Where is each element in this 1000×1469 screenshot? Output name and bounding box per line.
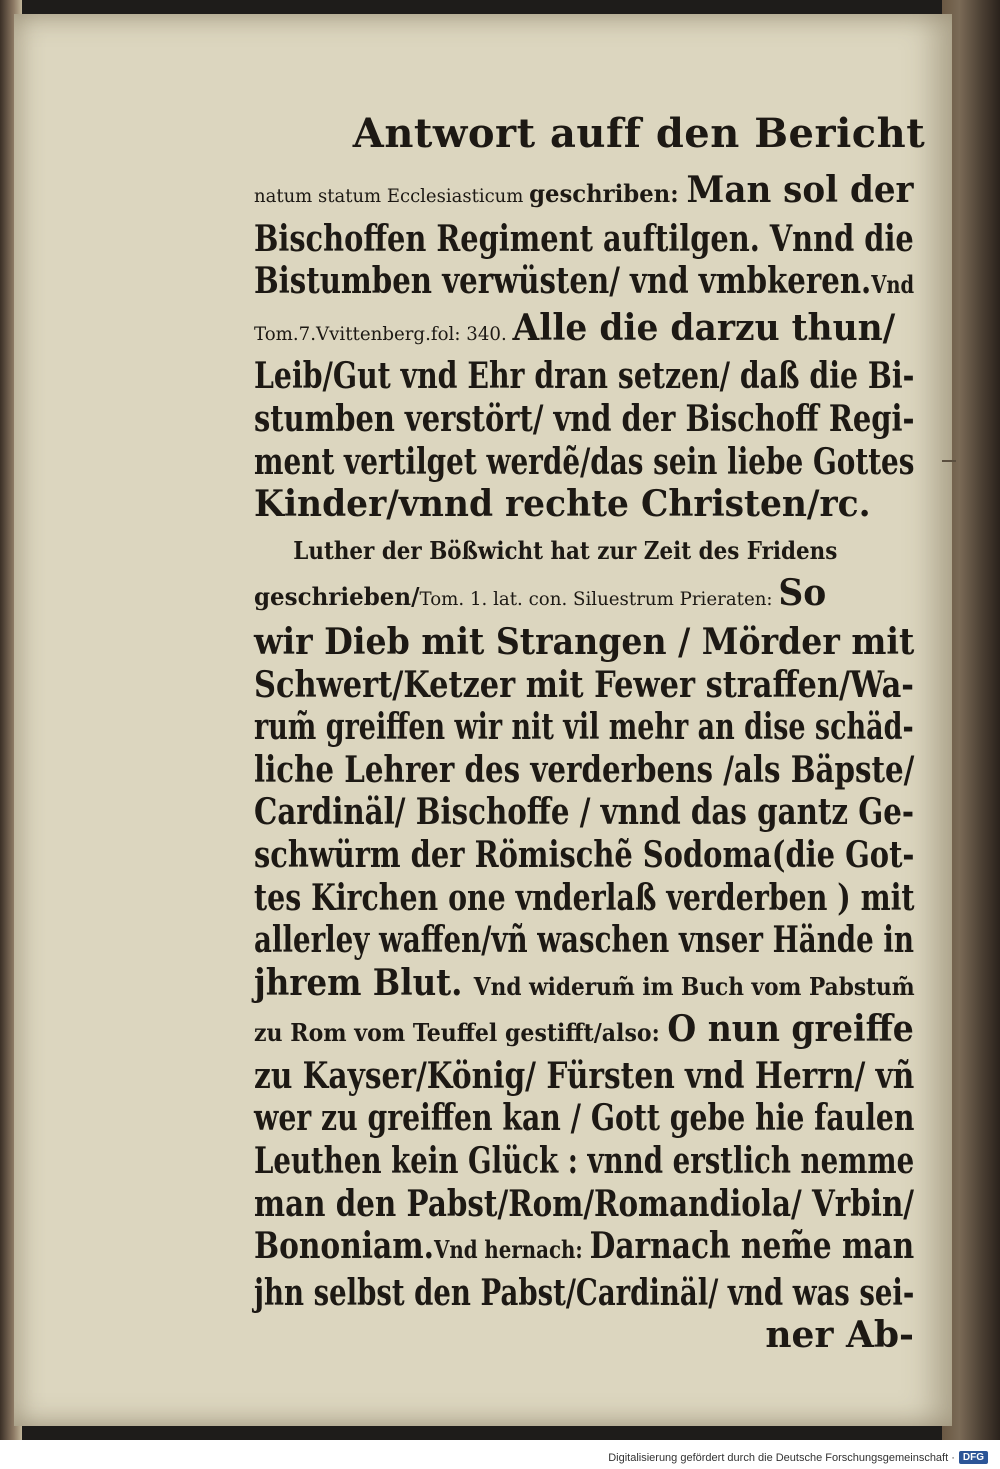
dfg-logo: DFG bbox=[959, 1451, 988, 1464]
text-line bbox=[254, 833, 915, 877]
text-body bbox=[254, 169, 944, 1357]
text-line bbox=[254, 1140, 915, 1183]
text-segment: wir Dieb mit Strangen / Mörder mit bbox=[254, 620, 915, 663]
text-segment: Man sol der bbox=[686, 169, 914, 211]
text-segment: ner Ab- bbox=[765, 1314, 914, 1357]
text-segment: Tom.7.Vvittenberg.fol: 340. bbox=[254, 322, 513, 345]
text-segment: geschriben: bbox=[529, 179, 687, 208]
text-line bbox=[254, 307, 914, 356]
text-segment: rum̃ greiffen wir nit vil mehr an dise schäd- bbox=[254, 706, 914, 749]
margin-mark bbox=[942, 460, 956, 462]
text-segment: jhrem Blut. bbox=[254, 961, 474, 1004]
footer-text: Digitalisierung gefördert durch die Deutsche Forschungsgemeinschaft · bbox=[608, 1451, 955, 1464]
text-line bbox=[254, 1008, 914, 1055]
text-line bbox=[254, 440, 915, 484]
text-segment: zu Rom vom Teuffel gestifft/also: bbox=[254, 1018, 668, 1048]
text-segment: tes Kirchen one vnderlaß verderben ) mit bbox=[254, 876, 915, 919]
text-line bbox=[254, 169, 914, 218]
text-line bbox=[254, 706, 914, 749]
text-segment: jhn selbst den Pabst/Cardinäl/ vnd was sei- bbox=[254, 1271, 915, 1314]
text-line bbox=[254, 483, 914, 526]
text-segment: Tom. 1. lat. con. Siluestrum Prieraten: bbox=[419, 588, 779, 611]
text-segment: Cardinäl/ Bischoffe / vnnd das gantz Ge- bbox=[254, 791, 915, 834]
text-line bbox=[254, 1097, 915, 1140]
text-segment: Bistumben verwüsten/ vnd vmbkeren. bbox=[254, 260, 872, 303]
text-line bbox=[254, 1225, 915, 1272]
text-line bbox=[254, 620, 915, 664]
text-segment: Kinder/vnnd rechte Christen/rc. bbox=[254, 483, 871, 526]
running-header: Antwort auff den Bericht bbox=[352, 110, 926, 157]
text-line bbox=[254, 1182, 915, 1226]
text-segment: So bbox=[778, 572, 827, 615]
text-segment: schwürm der Römischẽ Sodoma(die Got- bbox=[254, 833, 915, 876]
text-segment: Vnd widerum̃ im Buch vom Pabstum̃ bbox=[473, 971, 915, 1001]
text-line bbox=[254, 260, 915, 307]
text-segment: Darnach nem̃e man bbox=[589, 1225, 915, 1268]
text-segment: Leuthen kein Glück : vnnd erstlich nemme bbox=[254, 1140, 915, 1183]
text-line bbox=[254, 1271, 915, 1315]
text-line bbox=[254, 961, 915, 1009]
text-line bbox=[254, 397, 915, 441]
text-segment: liche Lehrer des verderbens /als Bäpste/ bbox=[254, 748, 915, 791]
text-segment: Vnd bbox=[871, 270, 915, 300]
text-line bbox=[254, 663, 914, 707]
text-segment: wer zu greiffen kan / Gott gebe hie faulen bbox=[254, 1097, 915, 1140]
page-text bbox=[254, 110, 944, 1357]
text-line bbox=[254, 748, 915, 792]
text-line bbox=[254, 526, 870, 573]
footer-credit bbox=[0, 1446, 1000, 1469]
text-segment: Luther der Bößwicht hat zur Zeit des Fridens bbox=[293, 535, 838, 565]
text-segment: O nun greiffe bbox=[667, 1008, 914, 1051]
text-segment: Vnd hernach: bbox=[433, 1235, 590, 1265]
text-segment: Alle die darzu thun/ bbox=[512, 306, 896, 349]
text-segment: zu Kayser/König/ Fürsten vnd Herrn/ vñ bbox=[254, 1054, 915, 1097]
text-line bbox=[254, 791, 915, 834]
text-segment: geschrieben/ bbox=[254, 582, 420, 612]
text-line bbox=[254, 1314, 914, 1357]
text-line bbox=[254, 355, 915, 398]
text-segment: Leib/Gut vnd Ehr dran setzen/ daß die Bi- bbox=[254, 355, 915, 398]
text-line bbox=[254, 1054, 915, 1098]
text-segment: ment vertilget werdẽ/das sein liebe Gottes bbox=[254, 440, 915, 483]
text-segment: stumben verstört/ vnd der Bischoff Regi- bbox=[254, 397, 915, 440]
text-segment: Schwert/Ketzer mit Fewer straffen/Wa- bbox=[254, 663, 914, 706]
text-segment: Bononiam. bbox=[254, 1225, 434, 1268]
text-line bbox=[254, 572, 914, 621]
text-line bbox=[254, 919, 915, 962]
text-segment: natum statum Ecclesiasticum bbox=[254, 185, 530, 207]
text-segment: Bischoffen Regiment auftilgen. Vnnd die bbox=[254, 217, 914, 260]
text-line bbox=[254, 876, 915, 920]
text-segment: allerley waffen/vñ waschen vnser Hände in bbox=[254, 919, 915, 962]
text-line bbox=[254, 217, 914, 261]
text-segment: man den Pabst/Rom/Romandiola/ Vrbin/ bbox=[254, 1182, 915, 1225]
